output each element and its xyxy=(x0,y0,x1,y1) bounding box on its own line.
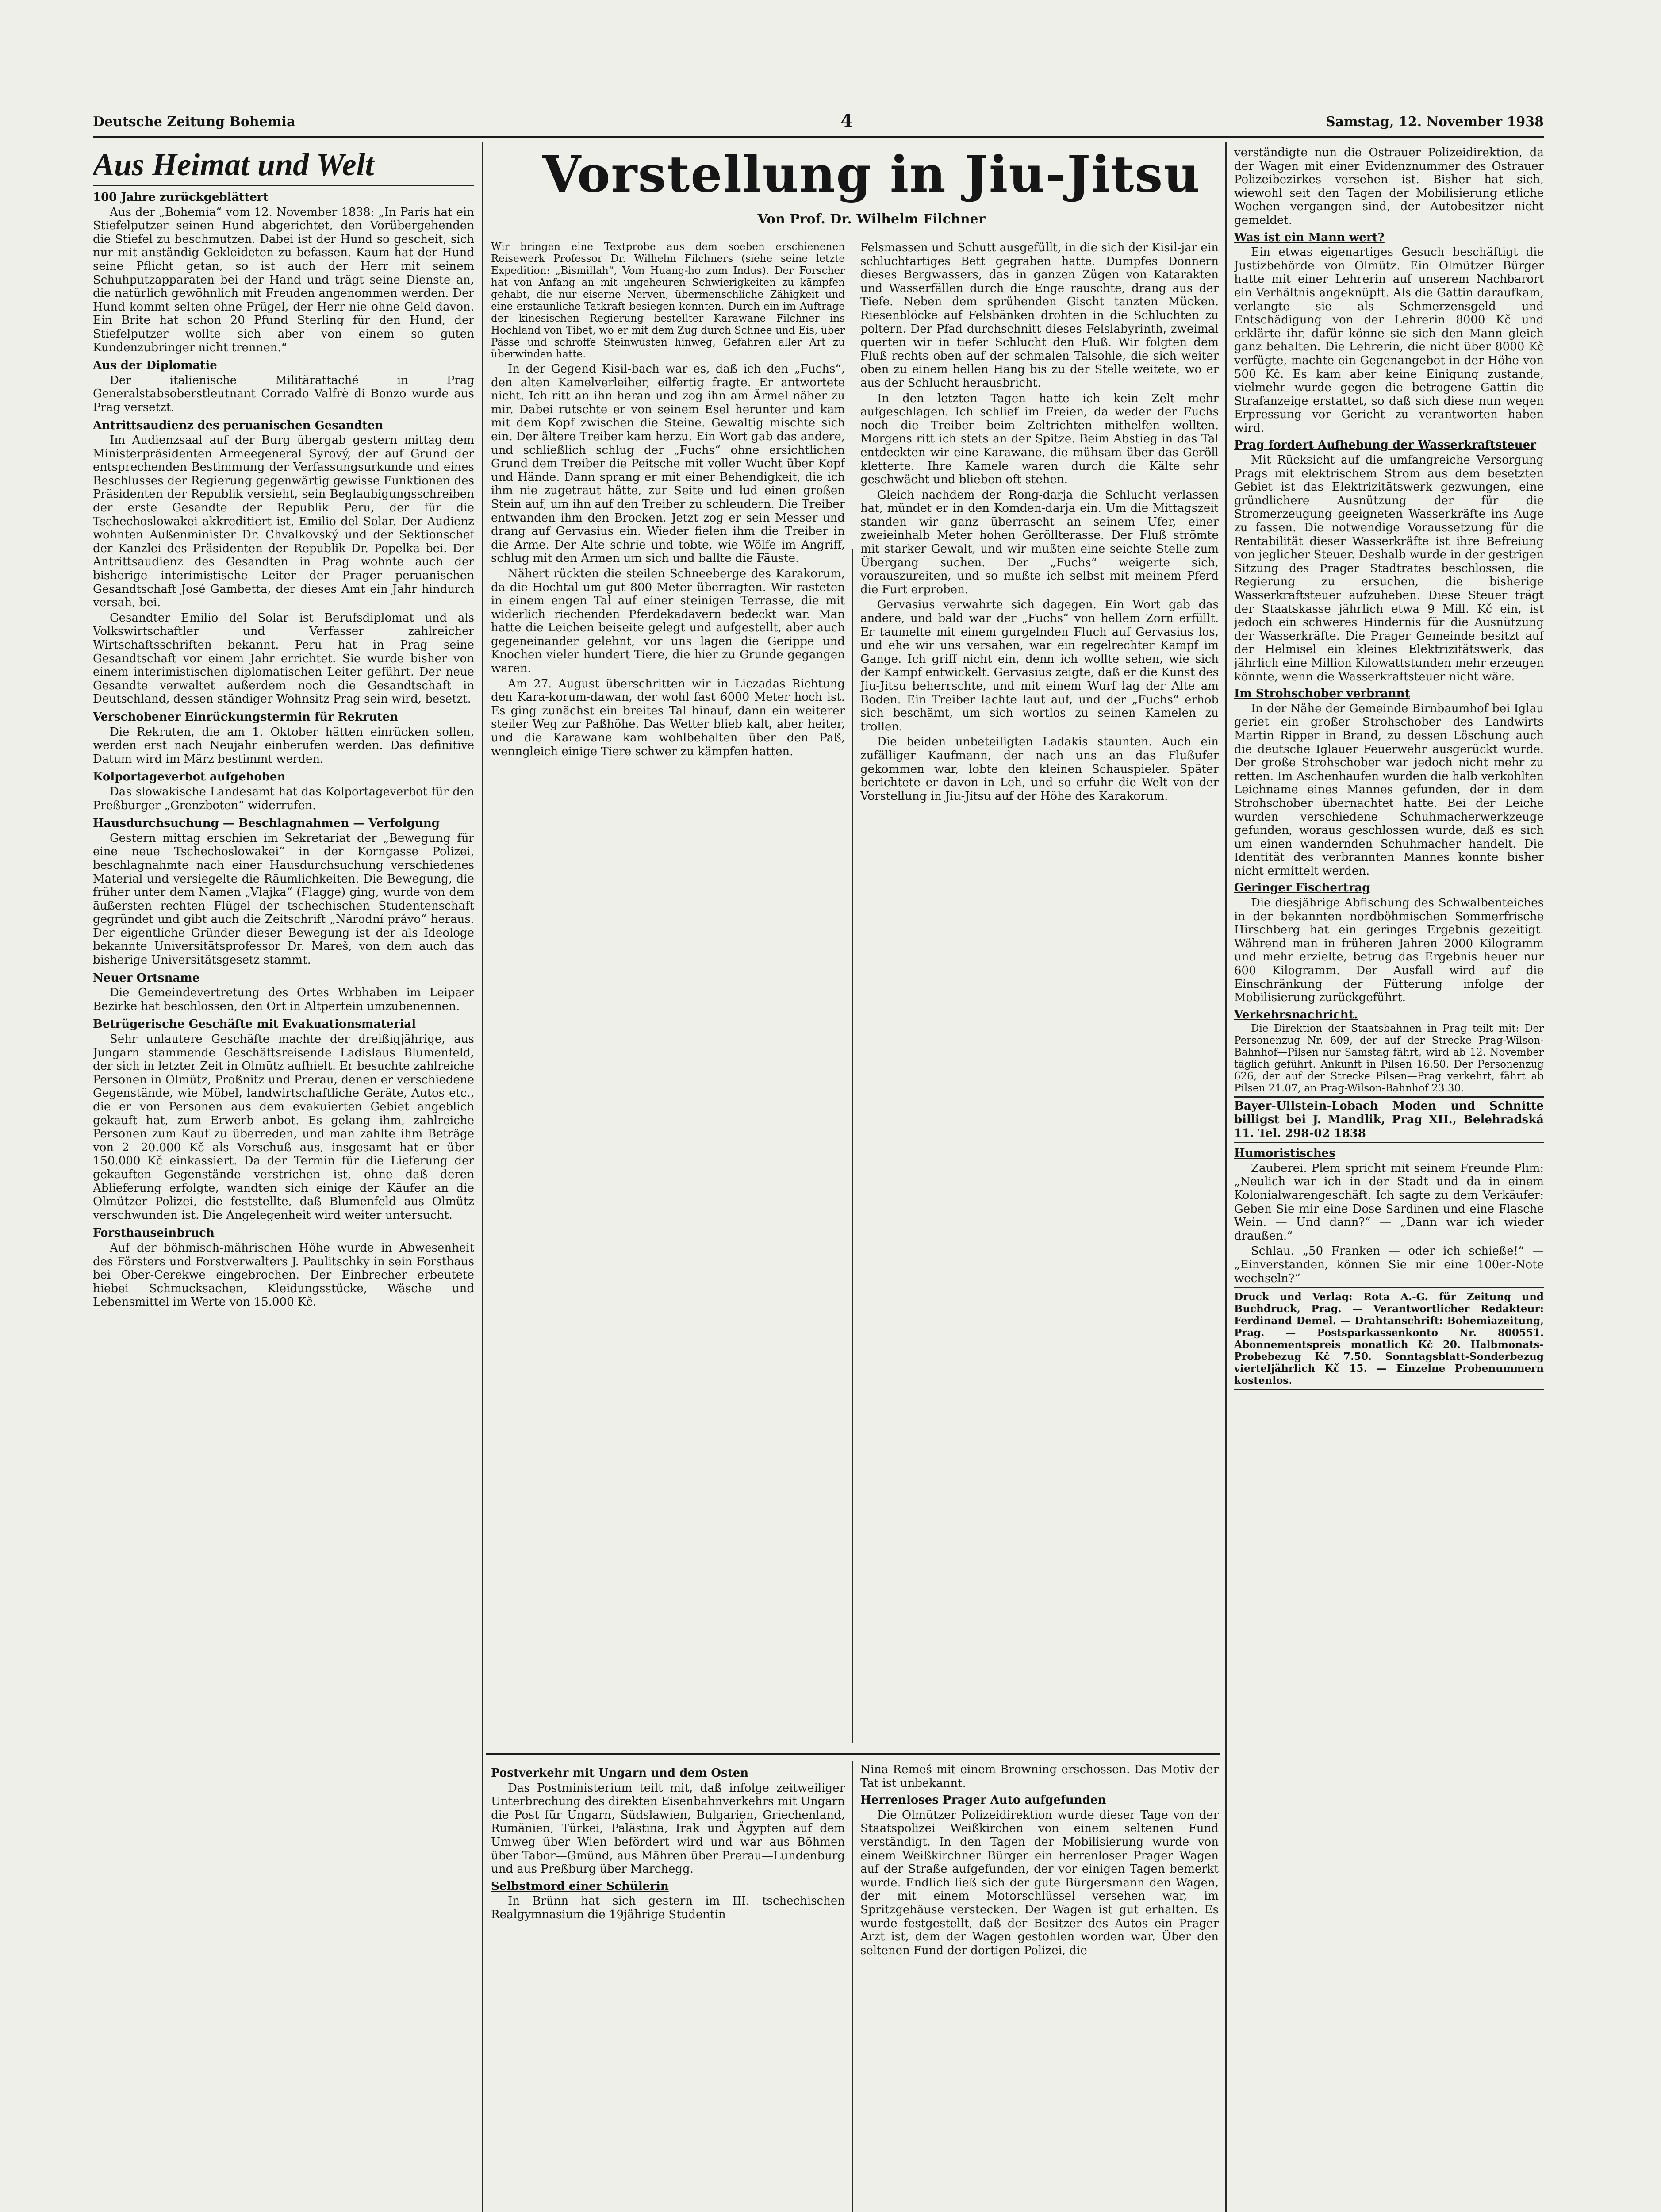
header-date: Samstag, 12. November 1938 xyxy=(1325,114,1544,130)
article-text: verständigte nun die Ostrauer Polizeidirektion, da der Wagen mit einer Evidenznummer des Ostrauer Polizeibezirkes versehen ist. Bisher hat sich, wiewohl seit den Tagen der Mobilisierung etliche Wochen vergangen sind, der Autobesitzer nicht gemeldet. xyxy=(1234,146,1544,227)
header-paper-name: Deutsche Zeitung Bohemia xyxy=(93,114,295,130)
article-text: Nina Remeš mit einem Browning erschossen. Das Motiv der Tat ist unbekannt. xyxy=(860,1763,1219,1790)
feature-column-1 xyxy=(491,241,845,1745)
right-column xyxy=(1234,146,1544,2212)
feature-text: Felsmassen und Schutt ausgefüllt, in die sich der Kisil-jar ein schluchtartiges Bett gegraben hatte. Dumpfes Donnern dieses Bergwassers, das in ganzen Zügen von Katarakten und Wasserfällen durch die Enge rauschte, drang aus der Tiefe. Neben dem sprühenden Gischt tanzten Mücken. Riesenblöcke auf Felsbänken drohten in die Schluchten zu poltern. Der Pfad durchschnitt dieses Felslabyrinth, zweimal querten wir in tiefer Schlucht den Fluß. Wir folgten dem Fluß rechts oben auf der schmalen Talsohle, die sich weiter oben zu einem hellen Hang bis zu der Stelle weitete, wo er aus der Schlucht herausbricht. xyxy=(860,241,1219,390)
feature-text: Nähert rückten die steilen Schneeberge des Karakorum, da die Hochtal um gut 800 Meter überragten. Wir rasteten in einem engen Tal auf einer steinigen Terrasse, die mit widerlich riechenden Pferdekadavern bedeckt war. Man hatte die Leichen beiseite gelegt und aufgestellt, aber auch gegeneinander gelehnt, vor uns lagen die Gerippe und Knochen vieler hundert Tiere, die hier zu Grunde gegangen waren. xyxy=(491,567,845,676)
feature-text: In den letzten Tagen hatte ich kein Zelt mehr aufgeschlagen. Ich schlief im Freien, da weder der Fuchs noch die Treiber beim Zeltrichten mithelfen wollten. Morgens ritt ich stets an der Spitze. Beim Abstieg in das Tal entdeckten wir eine Karawane, die mühsam über das Geröll kletterte. Ihre Kamele waren durch die Kälte sehr geschwächt und blieben oft stehen. xyxy=(860,392,1219,487)
article-heading: Humoristisches xyxy=(1234,1147,1335,1160)
article-heading: Kolportageverbot aufgehoben xyxy=(93,770,286,784)
header-page-number: 4 xyxy=(840,111,853,131)
feature-column-2 xyxy=(860,241,1219,1745)
article-text: Der italienische Militärattaché in Prag Generalstabsoberstleutnant Corrado Valfrè di Bonzo wurde aus Prag versetzt. xyxy=(93,373,474,414)
article-text: Die Gemeindevertretung des Ortes Wrbhaben im Leipaer Bezirke hat beschlossen, den Ort in Altpertein umzubenennen. xyxy=(93,986,474,1013)
article-heading: Betrügerische Geschäfte mit Evakuationsmaterial xyxy=(93,1018,416,1031)
article-heading: Antrittsaudienz des peruanischen Gesandten xyxy=(93,419,384,432)
left-column xyxy=(93,146,474,2212)
article-text: Gestern mittag erschien im Sekretariat der „Bewegung für eine neue Tschechoslowakei“ in der Korngasse Polizei, beschlagnahmte nach einer Hausdurchsuchung verschiedenes Material und versiegelte die Räumlichkeiten. Die Bewegung, die früher unter dem Namen „Vlajka“ (Flagge) ging, wurde von dem äußersten rechten Flügel der tschechischen Studentenschaft gegründet und gibt auch die Zeitschrift „Národní právo“ heraus. Der eigentliche Gründer dieser Bewegung ist der als Ideologe bekannte Universitätsprofessor Dr. Mareš, von dem auch das bisherige Universitätsgesetz stammt. xyxy=(93,831,474,967)
article-heading: Herrenloses Prager Auto aufgefunden xyxy=(860,1793,1106,1807)
article-text: Die Rekruten, die am 1. Oktober hätten einrücken sollen, werden erst nach Neujahr einberufen werden. Das definitive Datum wird im März bestimmt werden. xyxy=(93,725,474,766)
article-heading: Hausdurchsuchung — Beschlagnahmen — Verfolgung xyxy=(93,817,440,830)
article-heading: Verkehrsnachricht. xyxy=(1234,1008,1358,1022)
article-heading: Geringer Fischertrag xyxy=(1234,881,1370,895)
column-rule xyxy=(852,1761,853,2212)
feature-text: In der Gegend Kisil-bach war es, daß ich den „Fuchs“, den alten Kamelverleiher, eilfertig fragte. Er antwortete nicht. Ich ritt an ihn heran und zog ihn am Ärmel näher zu mir. Dabei rutschte er von seinem Esel herunter und kam mit dem Kopf zwischen die Steine. Gewaltig mischte sich ein. Der ältere Treiber kam herzu. Ein Wort gab das andere, und schließlich schlug der „Fuchs“ ohne ersichtlichen Grund dem Treiber die Peitsche mit voller Wucht über Kopf und Hände. Dann sprang er mit einer Behendigkeit, die ich ihm nie zugetraut hätte, zur Seite und lud einen großen Stein auf, um ihn auf den Treiber zu schleudern. Die Treiber entwanden ihm den Brocken. Jetzt zog er sein Messer und drang auf Gervasius ein. Wieder fielen ihm die Treiber in die Arme. Der Alte schrie und tobte, wie Wölfe im Angriff, schlug mit den Armen um sich und ballte die Fäuste. xyxy=(491,362,845,565)
feature-text: Gleich nachdem der Rong-darja die Schlucht verlassen hat, mündet er in den Komden-darja ein. Um die Mittagszeit standen wir ganz überrascht an seinem Ufer, einer zweieinhalb Meter hohen Geröllterasse. Der Fluß strömte mit starker Gewalt, und wir mußten eine seichte Stelle zum Übergang suchen. Der „Fuchs“ weigerte sich, vorauszureiten, und so mußte ich selbst mit meinem Pferd die Furt erproben. xyxy=(860,488,1219,596)
article-heading: Postverkehr mit Ungarn und dem Osten xyxy=(491,1767,749,1780)
article-text: In Brünn hat sich gestern im III. tschechischen Realgymnasium die 19jährige Studentin xyxy=(491,1894,845,1921)
article-heading: Neuer Ortsname xyxy=(93,971,200,985)
feature-intro: Wir bringen eine Textprobe aus dem soeben erschienenen Reisewerk Professor Dr. Wilhelm Filchners (siehe seine letzte Expedition: „Bismillah“, Vom Huang-ho zum Indus). Der Forscher hat von Anfang an mit ungeheuren Schwierigkeiten zu kämpfen gehabt, die nur eiserne Nerven, übermenschliche Zähigkeit und eine erstaunliche Tatkraft besiegen konnten. Durch ein im Auftrage der kinesischen Regierung bestellter Karawane Filchner ins Hochland von Tibet, wo er mit dem Zug durch Schnee und Eis, über Pässe und schroffe Steinwüsten hinweg, Gefahren aller Art zu überwinden hatte. xyxy=(491,241,845,360)
ad-code: 1838 xyxy=(1334,1126,1366,1140)
header-rule xyxy=(93,136,1544,138)
article-text: In der Nähe der Gemeinde Birnbaumhof bei Iglau geriet ein großer Strohschober des Landwirts Martin Ripper in Brand, zu dessen Löschung auch die deutsche Iglauer Feuerwehr ausgerückt wurde. Der große Strohschober war jedoch nicht mehr zu retten. Im Aschenhaufen wurden die halb verkohlten Leichname eines Mannes gefunden, der in dem Strohschober übernachtet hatte. Bei der Leiche wurden verschiedene Schuhmacherwerkzeuge gefunden, woraus geschlossen wurde, daß es sich um einen wandernden Schuhmacher handelt. Die Identität des verbrannten Mannes konnte bisher nicht ermittelt werden. xyxy=(1234,702,1544,878)
page-header xyxy=(93,111,1544,134)
article-text: Im Audienzsaal auf der Burg übergab gestern mittag dem Ministerpräsidenten Armeegeneral Syrový, der auf Grund der entsprechenden Bestimmung der Verfassungsurkunde und eines Beschlusses der Regierung gegenwärtig gewisse Funktionen des Präsidenten der Republik versieht, sein Beglaubigungsschreiben der erste Gesandte der Republik Peru, der für die Tschechoslowakei akkreditiert ist, Emilio del Solar. Der Audienz wohnten Außenminister Dr. Chvalkovský und der Sektionschef der Kanzlei des Präsidenten der Republik Dr. Popelka bei. Der Antrittsaudienz des Gesandten in Prag wohnte auch der bisherige interimistische Leiter der Prager peruanischen Gesandtschaft José Gambetta, der dieses Amt ein Jahr hindurch versah, bei. xyxy=(93,434,474,610)
article-text: Mit Rücksicht auf die umfangreiche Versorgung Prags mit elektrischem Strom aus dem besetzten Gebiet ist das Elektrizitätswerk gezwungen, eine gründlichere Ausnützung der für die Stromerzeugung geeigneten Wasserkräfte ins Auge zu fassen. Die notwendige Voraussetzung für die Rentabilität dieser Wasserkräfte ist ihre Befreiung von jeglicher Steuer. Deshalb wurde in der gestrigen Sitzung des Prager Stadtrates beschlossen, die Regierung zu ersuchen, die bisherige Wasserkraftsteuer aufzuheben. Diese Steuer trägt der Staatskasse jährlich etwa 9 Mill. Kč ein, ist jedoch ein schweres Hindernis für die Ausnützung der Wasserkräfte. Die Prager Gemeinde besitzt auf der Helmisel ein kleines Elektrizitätswerk, das jährlich eine Million Kilowattstunden mehr erzeugen könnte, wenn die Wasserkraftsteuer nicht wäre. xyxy=(1234,453,1544,684)
column-rule xyxy=(852,549,853,1743)
column-rule xyxy=(1225,142,1227,2212)
article-text: Schlau. „50 Franken — oder ich schieße!“ — „Einverstanden, können Sie mir eine 100er-Note wechseln?“ xyxy=(1234,1244,1544,1285)
article-text: Das slowakische Landesamt hat das Kolportageverbot für den Preßburger „Grenzboten“ widerrufen. xyxy=(93,785,474,812)
article-text: Die Direktion der Staatsbahnen in Prag teilt mit: Der Personenzug Nr. 609, der auf der Strecke Prag-Wilson-Bahnhof—Pilsen nur Samstag fährt, wird ab 12. November täglich geführt. Ankunft in Pilsen 16.50. Der Personenzug 626, der auf der Strecke Pilsen—Prag verkehrt, fährt ab Pilsen 21.07, an Prag-Wilson-Bahnhof 23.30. xyxy=(1234,1023,1544,1094)
feature-text: Am 27. August überschritten wir in Liczadas Richtung den Kara-korum-dawan, der wohl fast 6000 Meter hoch ist. Es ging zunächst ein breites Tal hinauf, dann ein weiterer steiler Weg zur Paßhöhe. Das Wetter blieb kalt, aber heiter, und die Karawane kam wohlbehalten über den Paß, wenngleich einige Tiere schwer zu kämpfen hatten. xyxy=(491,677,845,758)
article-heading: Aus der Diplomatie xyxy=(93,359,217,373)
feature-text: Die beiden unbeteiligten Ladakis staunten. Auch ein zufälliger Kaufmann, der nach uns an das Flußufer gekommen war, lobte den kleinen Schauspieler. Später berichtete er davon in Leh, und so erfuhr die Welt von der Vorstellung in Jiu-Jitsu auf der Höhe des Karakorum. xyxy=(860,735,1219,803)
feature-end-rule xyxy=(486,1753,1220,1755)
article-heading: Forsthauseinbruch xyxy=(93,1226,215,1240)
article-text: Die diesjährige Abfischung des Schwalbenteiches in der bekannten nordböhmischen Sommerfrische Hirschberg hat ein geringes Ergebnis gezeitigt. Während man in früheren Jahren 2000 Kilogramm und mehr erzielte, betrug das Ergebnis heuer nur 600 Kilogramm. Der Ausfall wird auf die Einschränkung der Fütterung infolge der Mobilisierung zurückgeführt. xyxy=(1234,896,1544,1005)
feature-text: Gervasius verwahrte sich dagegen. Ein Wort gab das andere, und bald war der „Fuchs“ von hellem Zorn erfüllt. Er taumelte mit einem gurgelnden Fluch auf Gervasius los, und ehe wir uns versahen, war ein regelrechter Kampf im Gange. Ich griff nicht ein, denn ich wollte sehen, wie sich der Kampf entwickelt. Gervasius zeigte, daß er die Kunst des Jiu-Jitsu beherrschte, und mit einem Wurf lag der Alte am Boden. Ein Treiber lachte laut auf, und der „Fuchs“ erhob sich beschämt, um sich wortlos zu seinen Kamelen zu trollen. xyxy=(860,598,1219,733)
article-text: Zauberei. Plem spricht mit seinem Freunde Plim: „Neulich war ich in der Stadt und da in einem Kolonialwarengeschäft. Ich sagte zu dem Verkäufer: Geben Sie mir eine Dose Sardinen und eine Flasche Wein. — Und dann?“ — „Dann war ich wieder draußen.“ xyxy=(1234,1161,1544,1243)
ad-body: Bayer-Ullstein-Lobach Moden und Schnitte billigst bei J. Mandlik, Prag XII., Belehradská 11. Tel. 298-02 xyxy=(1234,1099,1544,1140)
bottom-mid-column xyxy=(860,1763,1219,2212)
advertisement-text xyxy=(1234,1096,1544,1143)
article-text: Das Postministerium teilt mit, daß infolge zeitweiliger Unterbrechung des direkten Eisenbahnverkehrs mit Ungarn die Post für Ungarn, Südslawien, Bulgarien, Griechenland, Rumänien, Türkei, Palästina, Irak und Ägypten auf dem Umweg über Wien befördert wird und war aus Böhmen über Tabor—Gmünd, aus Mähren über Prerau—Lundenburg und aus Preßburg über Marchegg. xyxy=(491,1781,845,1876)
imprint: Druck und Verlag: Rota A.-G. für Zeitung und Buchdruck, Prag. — Verantwortlicher Redakteur: Ferdinand Demel. — Drahtanschrift: Bohemiazeitung, Prag. — Postsparkassenkonto Nr. 800551. Abonnementspreis monatlich Kč 20. Halbmonats-Probebezug Kč 7.50. Sonntagsblatt-Sonderbezug vierteljährlich Kč 15. — Einzelne Probenummern kostenlos. xyxy=(1234,1287,1544,1390)
article-heading: Prag fordert Aufhebung der Wasserkraftsteuer xyxy=(1234,438,1536,452)
article-heading: Was ist ein Mann wert? xyxy=(1234,230,1385,244)
article-heading: Selbstmord einer Schülerin xyxy=(491,1879,669,1893)
article-heading: Verschobener Einrückungstermin für Rekruten xyxy=(93,710,398,724)
article-text: Sehr unlautere Geschäfte machte der dreißigjährige, aus Jungarn stammende Geschäftsreisende Ladislaus Blumenfeld, der sich in letzter Zeit in Olmütz aufhielt. Er besuchte zahlreiche Personen in Olmütz, Proßnitz und Prerau, denen er verschiedene Gegenstände, wie Möbel, landwirtschaftliche Geräte, Autos etc., die er von Personen aus dem evakuierten Gebiet angeblich gekauft hat, zum Erwerb anbot. Es gelang ihm, zahlreiche Personen zum Kauf zu überreden, und man zahlte ihm Beträge von 2—20.000 Kč als Vorschuß aus, insgesamt hat er über 150.000 Kč einkassiert. Da der Termin für die Lieferung der gekauften Gegenstände verstrichen ist, ohne daß deren Ablieferung erfolgte, wandten sich einige der Käufer an die Olmützer Polizei, die feststellte, daß Blumenfeld aus Olmütz verschwunden ist. Die Angelegenheit wird weiter untersucht. xyxy=(93,1033,474,1222)
article-heading: Im Strohschober verbrannt xyxy=(1234,687,1410,701)
column-rule xyxy=(482,142,483,2212)
article-text: Ein etwas eigenartiges Gesuch beschäftigt die Justizbehörde von Olmütz. Ein Olmützer Bürger hatte mit einer Lehrerin auf unserem Nachbarort ein Verhältnis angeknüpft. Als die Gattin daraufkam, verlangte sie als Schmerzensgeld und Entschädigung von der Lehrerin 8000 Kč und erklärte ihr, dafür könne sie sich den Mann gleich ganz behalten. Die Lehrerin, die nicht über 8000 Kč verfügte, machte ein Gegenangebot in der Höhe von 500 Kč. Es kam aber keine Einigung zustande, vielmehr wurde gegen die betrogene Gattin die Strafanzeige erstattet, so daß sich diese nun wegen Erpressung vor Gericht zu verantworten haben wird. xyxy=(1234,246,1544,435)
feature-title: Vorstellung in Jiu-Jitsu xyxy=(542,146,1201,204)
article-text: Aus der „Bohemia“ vom 12. November 1838: „In Paris hat ein Stiefelputzer seinen Hund abgerichtet, den Vorübergehenden die Stiefel zu beschmutzen. Dabei ist der Hund so gescheit, sich nur mit anständig Gekleideten zu befassen. Kaum hat der Hund seine Pflicht getan, so ist auch der Herr mit seinem Schuhputzapparaten bei der Hand und trägt seine Dienste an, die natürlich gewöhnlich mit Freuden angenommen werden. Der Hund kommt selten ohne Prügel, der Herr nie ohne Geld davon. Ein Brite hat schon 20 Pfund Sterling für den Hund, der Stiefelputzer wollte sich aber von einem so guten Kundenzubringer nicht trennen.“ xyxy=(93,205,474,354)
article-heading: 100 Jahre zurückgeblättert xyxy=(93,191,269,204)
bottom-left-column xyxy=(491,1763,845,2212)
section-kicker: Aus Heimat und Welt xyxy=(93,146,474,186)
article-text: Auf der böhmisch-mährischen Höhe wurde in Abwesenheit des Försters und Forstverwalters J. Paulitschky in sein Forsthaus bei Ober-Cerekwe eingebrochen. Der Einbrecher erbeutete hiebei Schmucksachen, Kleidungsstücke, Wäsche und Lebensmittel im Werte von 15.000 Kč. xyxy=(93,1241,474,1309)
article-text: Die Olmützer Polizeidirektion wurde dieser Tage von der Staatspolizei Weißkirchen von einem seltenen Fund verständigt. In den Tagen der Mobilisierung wurde von einem Weißkirchner Bürger ein herrenloser Prager Wagen auf der Straße aufgefunden, der vor einigen Tagen bemerkt wurde. Endlich ließ sich der gute Bürgersmann den Wagen, der mit einem Motorschlüssel versehen war, im Spritzgehäuse verstecken. Der Wagen ist gut erhalten. Es wurde festgestellt, daß der Besitzer des Autos ein Prager Arzt ist, dem der Wagen gestohlen worden war. Über den seltenen Fund der dortigen Polizei, die xyxy=(860,1808,1219,1957)
feature-byline: Von Prof. Dr. Wilhelm Filchner xyxy=(757,211,986,227)
article-text: Gesandter Emilio del Solar ist Berufsdiplomat und als Volkswirtschaftler und Verfasser zahlreicher Wirtschaftsschriften bekannt. Peru hat in Prag seine Gesandtschaft vor einem Jahr errichtet. Sie wurde bisher von einem interimistischen diplomatischen Leiter geführt. Der neue Gesandte verwaltet außerdem noch die Gesandtschaft in Deutschland, dessen ständiger Wohnsitz Prag sein wird, besetzt. xyxy=(93,611,474,706)
